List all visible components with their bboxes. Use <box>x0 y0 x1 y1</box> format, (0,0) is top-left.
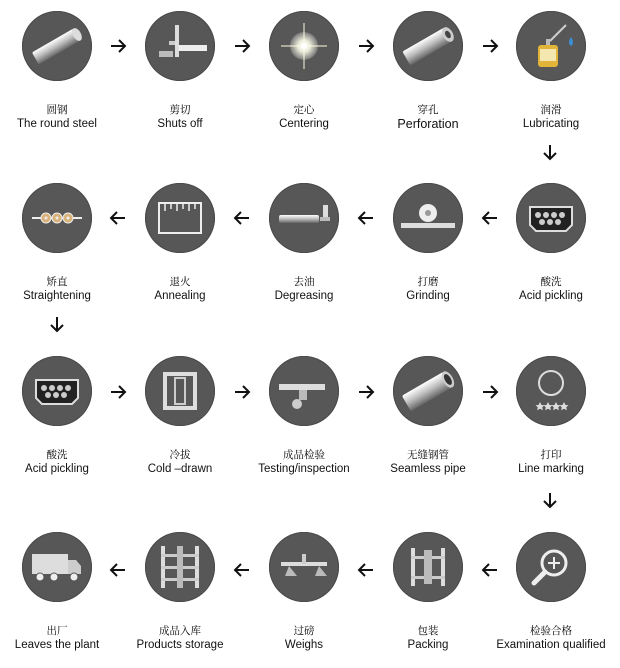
step-label-zh: 矫直 <box>46 276 68 288</box>
step-testing-inspection <box>242 356 366 476</box>
step-label-en: Acid pickling <box>519 290 583 302</box>
arrow-left-icon <box>480 560 500 580</box>
step-label-en: Perforation <box>397 117 459 131</box>
step-round-steel <box>0 11 119 131</box>
step-label-en: Leaves the plant <box>14 639 100 651</box>
grinding-icon <box>393 183 463 253</box>
arrow-left-icon <box>356 208 376 228</box>
step-degreasing <box>242 183 366 303</box>
arrow-left-icon <box>232 560 252 580</box>
arrow-right-icon <box>108 36 128 56</box>
step-label-zh: 检验合格 <box>530 625 572 637</box>
step-cold-drawn <box>118 356 242 476</box>
step-shear <box>118 11 242 131</box>
step-grinding <box>366 183 490 303</box>
arrow-right-icon <box>232 382 252 402</box>
packing-icon <box>393 532 463 602</box>
centering-icon <box>269 11 339 81</box>
arrow-down-icon <box>540 490 560 510</box>
shear-icon <box>145 11 215 81</box>
arrow-right-icon <box>232 36 252 56</box>
storage-rack-icon <box>145 532 215 602</box>
step-line-marking <box>489 356 613 476</box>
step-perforation <box>366 11 490 131</box>
arrow-left-icon <box>232 208 252 228</box>
annealing-furnace-icon <box>145 183 215 253</box>
step-leaves-the-plant <box>0 532 119 652</box>
degreasing-icon <box>269 183 339 253</box>
step-label-en: Weighs <box>284 639 324 651</box>
step-label-en: Acid pickling <box>25 463 89 475</box>
arrow-right-icon <box>356 382 376 402</box>
step-label-en: Degreasing <box>274 290 334 302</box>
step-acid-pickling-1 <box>489 183 613 303</box>
step-label-zh: 无缝钢管 <box>407 449 449 461</box>
step-label-zh: 打磨 <box>417 276 439 288</box>
straightening-rollers-icon <box>22 183 92 253</box>
step-lubricating <box>489 11 613 131</box>
inspection-icon <box>269 356 339 426</box>
step-label-zh: 剪切 <box>169 104 191 116</box>
step-label-en: Cold –drawn <box>147 463 213 475</box>
cold-draw-icon <box>145 356 215 426</box>
arrow-right-icon <box>108 382 128 402</box>
step-acid-pickling-2 <box>0 356 119 476</box>
stamp-icon <box>516 356 586 426</box>
step-label-en: Lubricating <box>522 118 580 130</box>
step-label-en: Products storage <box>136 639 224 651</box>
arrow-left-icon <box>108 560 128 580</box>
step-label-zh: 定心 <box>293 104 315 116</box>
step-packing <box>366 532 490 652</box>
step-label-en: Straightening <box>23 290 91 302</box>
step-label-zh: 圆钢 <box>46 104 68 116</box>
step-label-en: Line marking <box>518 463 584 475</box>
step-products-storage <box>118 532 242 652</box>
step-label-en: Centering <box>279 118 329 130</box>
step-label-zh: 打印 <box>540 449 562 461</box>
step-label-zh: 退火 <box>169 276 191 288</box>
step-label-zh: 穿孔 <box>417 104 439 116</box>
step-examination-qualified <box>489 532 613 652</box>
oil-can-icon <box>516 11 586 81</box>
step-straightening <box>0 183 119 303</box>
perforation-icon <box>393 11 463 81</box>
arrow-left-icon <box>108 208 128 228</box>
step-label-en: The round steel <box>17 118 97 130</box>
arrow-left-icon <box>356 560 376 580</box>
truck-icon <box>22 532 92 602</box>
step-label-zh: 酸洗 <box>540 276 562 288</box>
magnifier-icon <box>516 532 586 602</box>
step-weighs <box>242 532 366 652</box>
arrow-left-icon <box>480 208 500 228</box>
arrow-right-icon <box>480 382 500 402</box>
step-label-en: Testing/inspection <box>258 463 350 475</box>
step-label-en: Examination qualified <box>496 639 606 651</box>
step-label-zh: 酸洗 <box>46 449 68 461</box>
step-label-zh: 成品检验 <box>283 449 325 461</box>
step-label-zh: 过磅 <box>293 625 315 637</box>
arrow-right-icon <box>480 36 500 56</box>
step-label-en: Grinding <box>406 290 450 302</box>
step-seamless-pipe <box>366 356 490 476</box>
step-label-zh: 成品入库 <box>159 625 201 637</box>
round-steel-icon <box>22 11 92 81</box>
step-label-zh: 包装 <box>417 625 439 637</box>
arrow-right-icon <box>356 36 376 56</box>
step-label-zh: 去油 <box>293 276 315 288</box>
step-label-en: Annealing <box>154 290 206 302</box>
step-label-en: Packing <box>407 639 449 651</box>
step-label-zh: 润滑 <box>540 104 562 116</box>
arrow-down-icon <box>47 314 67 334</box>
arrow-down-icon <box>540 142 560 162</box>
step-centering <box>242 11 366 131</box>
step-label-en: Seamless pipe <box>390 463 466 475</box>
pickling-tank-icon <box>516 183 586 253</box>
pickling-tank-icon <box>22 356 92 426</box>
step-label-en: Shuts off <box>157 118 203 130</box>
seamless-pipe-icon <box>393 356 463 426</box>
step-label-zh: 冷拔 <box>169 449 191 461</box>
scale-icon <box>269 532 339 602</box>
step-label-zh: 出厂 <box>46 625 68 637</box>
step-annealing <box>118 183 242 303</box>
